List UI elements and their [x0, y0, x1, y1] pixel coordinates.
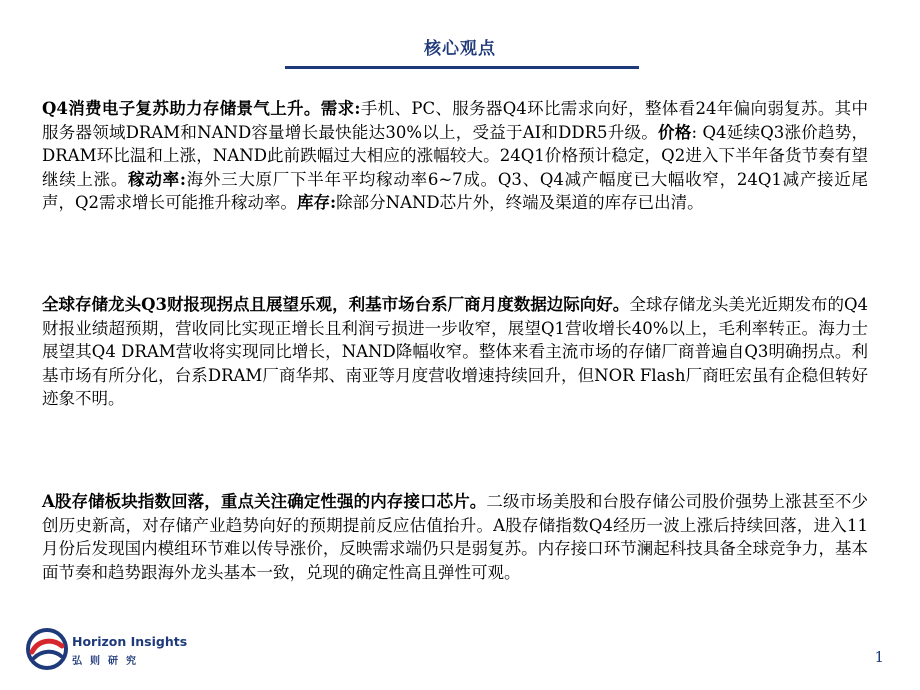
section-paragraph-a-shares — [42, 490, 868, 584]
bold-heading-run: Q4消费电子复苏助力存储景气上升。 — [42, 99, 321, 118]
page-title: 核心观点 — [424, 39, 496, 59]
logo-chinese-name: 弘则研究 — [72, 656, 144, 667]
title-underline — [285, 66, 639, 69]
bold-heading-run: 库存: — [297, 193, 337, 212]
bold-heading-run: 全球存储龙头Q3财报现拐点且展望乐观，利基市场台系厂商月度数据边际向好。 — [42, 295, 630, 314]
bold-heading-run: 需求: — [320, 99, 361, 118]
page-number: 1 — [874, 648, 884, 666]
section-paragraph-demand — [42, 97, 868, 215]
company-logo — [26, 628, 186, 672]
logo-english-name: Horizon Insights — [72, 634, 188, 649]
body-text-run: 全球存储龙头美光近期发布的Q4财报业绩超预期，营收同比实现正增长且利润亏损进一步收窄，展望Q1营收增长40%以上，毛利率转正。海力士展望其Q4 DRAM营收将实现同比增长，NAND降幅收窄。整体来看主流市场的存储厂商普遍自Q3明确拐点。利基市场有所分化，台系DRAM厂商华邦、南亚等月度营收增速持续回升，但NOR Flash厂商旺宏虽有企稳但转好迹象不明。 — [42, 295, 869, 408]
body-text-run: : Q4延续Q3涨价趋势，DRAM环比温和上涨，NAND此前跌幅过大相应的涨幅较大。24Q1价格预计稳定，Q2进入下半年备货节奏有望继续上涨。 — [42, 122, 868, 189]
body-text-run: 二级市场美股和台股存储公司股价强势上涨甚至不少创历史新高，对存储产业趋势向好的预期提前反应估值抬升。A股存储指数Q4经历一波上涨后持续回落，进入11月份后发现国内模组环节难以传导涨价，反映需求端仍只是弱复苏。内存接口环节澜起科技具备全球竞争力，基本面节奏和趋势跟海外龙头基本一致，兑现的确定性高且弹性可观。 — [42, 492, 868, 582]
body-text-run: 除部分NAND芯片外，终端及渠道的库存已出清。 — [336, 193, 704, 212]
bold-heading-run: 稼动率: — [128, 169, 186, 189]
horizon-logo-icon — [26, 628, 68, 670]
body-text-run: 海外三大原厂下半年平均稼动率6~7成。Q3、Q4减产幅度已大幅收窄，24Q1减产接近尾声，Q2需求增长可能推升稼动率。 — [42, 169, 868, 212]
bold-heading-run: A股存储板块指数回落，重点关注确定性强的内存接口芯片。 — [42, 492, 487, 511]
bold-heading-run: 价格 — [657, 122, 692, 142]
body-text-run: 手机、PC、服务器Q4环比需求向好，整体看24年偏向弱复苏。其中服务器领域DRAM和NAND容量增长最快能达30%以上，受益于AI和DDR5升级。 — [42, 99, 868, 142]
section-paragraph-earnings — [42, 293, 868, 411]
